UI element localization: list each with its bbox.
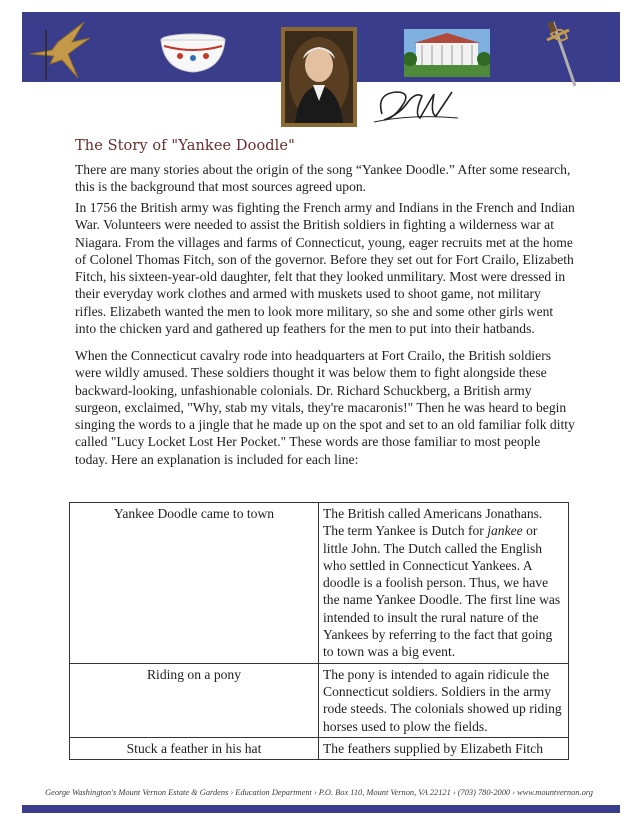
intro-paragraph: There are many stories about the origin of the song “Yankee Doodle.” After some research, this is the background that most sources agreed upon. [75,162,571,195]
history-paragraph: In 1756 the British army was fighting the French army and Indians in the French and Indian War. Volunteers were needed to assist the British soldiers in fighting a wilderness war at Niagara. From the villages and farms of Connecticut, young, eager recruits met at the home of Colonel Thomas Fitch, son of the governor. Before they set out for Fort Crailo, Elizabeth Fitch, his sixteen-year-old daughter, felt that they looked unmilitary. Most were dressed in their everyday work clothes and armed with muskets used to shoot game, not military rifles. Elizabeth wanted the men to look more military, so she and some other girls went into the chicken yard and gathered up feathers for the men to put into their hatbands. [75,200,575,337]
lyric-line: Riding on a pony [70,663,319,737]
lyric-line: Stuck a feather in his hat [70,737,319,759]
lyrics-explanation-table [69,502,569,760]
footer-address: George Washington's Mount Vernon Estate & Gardens › Education Department › P.O. Box 110, Mount Vernon, VA 22121 › (703) 780-2000 › www.mountvernon.org [45,788,593,797]
lyric-explanation: The pony is intended to again ridicule the Connecticut soldiers. Soldiers in the army rode steeds. The colonials showed up riding horses used to plow the fields. [319,663,569,737]
lyric-explanation: The feathers supplied by Elizabeth Fitch [319,737,569,759]
washington-portrait-icon [281,27,357,127]
lyric-explanation: The British called Americans Jonathans. The term Yankee is Dutch for jankee or little John. The Dutch called the English who settled in Connecticut Yankees. A doodle is a foolish person. Thus, we have the name Yankee Doodle. The first line was intended to insult the rural nature of the Yankees by referring to the fact that going to town was a big event. [319,503,569,664]
eagle-weathervane-icon [28,20,98,82]
lyric-line: Yankee Doodle came to town [70,503,319,664]
table-row [70,503,569,664]
table-row [70,737,569,759]
page-title: The Story of "Yankee Doodle" [75,138,295,154]
table-row [70,663,569,737]
song-origin-paragraph: When the Connecticut cavalry rode into headquarters at Fort Crailo, the British soldiers were wildly amused. These soldiers thought it was below them to fight alongside these backward-looking, unfashionable colonials. Dr. Richard Schuckberg, a British army surgeon, exclaimed, "Why, stab my vitals, they're macaronis!" Then he was heard to begin singing the words to a jingle that he made up on the spot and set to an old familiar folk ditty called "Lucy Locket Lost Her Pocket." These words are those familiar to most people today. Here an explanation is included for each line: [75,348,575,467]
footer-bar [22,805,620,813]
gw-monogram-icon [372,84,460,128]
sword-icon [545,20,585,90]
porcelain-bowl-icon [158,32,228,76]
mansion-icon [404,29,490,77]
